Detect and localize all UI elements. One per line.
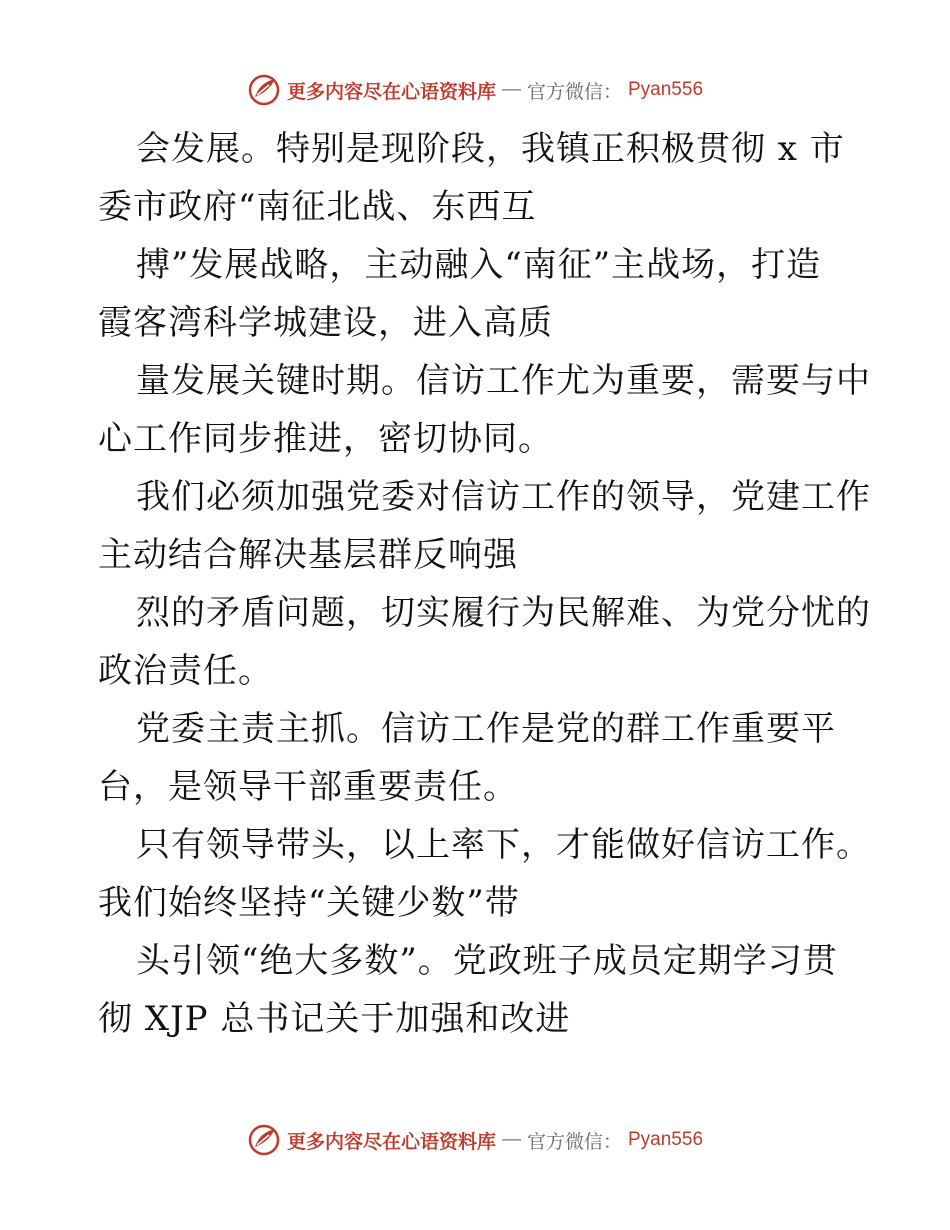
footer-banner [0, 1122, 950, 1158]
banner-title: 更多内容尽在心语资料库 [286, 1130, 496, 1153]
text-line: 搏”发展战略，主动融入“南征”主战场，打造 [136, 245, 822, 285]
banner-wechat-id: Pyan556 [628, 79, 704, 100]
banner-wechat-id: Pyan556 [628, 1129, 704, 1150]
text-line: 头引领“绝大多数”。党政班子成员定期学习贯 [136, 941, 838, 981]
text-line: 彻 XJP 总书记关于加强和改进 [98, 999, 571, 1039]
text-line: 我们始终坚持“关键少数”带 [98, 883, 520, 923]
text-line: 我们必须加强党委对信访工作的领导，党建工作 [136, 477, 871, 517]
text-line: 量发展关键时期。信访工作尤为重要，需要与中 [136, 361, 871, 401]
banner-wechat-label: 官方微信： [526, 80, 622, 103]
text-line: 会发展。特别是现阶段，我镇正积极贯彻 x 市 [136, 129, 845, 169]
text-line: 台，是领导干部重要责任。 [98, 767, 518, 807]
text-line: 霞客湾科学城建设，进入高质 [98, 303, 553, 343]
text-line: 只有领导带头，以上率下，才能做好信访工作。 [136, 825, 871, 865]
banner-title: 更多内容尽在心语资料库 [286, 80, 496, 103]
text-line: 主动结合解决基层群反响强 [98, 535, 518, 575]
text-line: 委市政府“南征北战、东西互 [98, 187, 537, 227]
text-line: 党委主责主抓。信访工作是党的群工作重要平 [136, 709, 836, 749]
banner-wechat-label: 官方微信： [526, 1130, 622, 1153]
leaf-pen-logo-icon [247, 73, 281, 107]
banner-dash: — [501, 1129, 521, 1150]
text-line: 心工作同步推进，密切协同。 [98, 419, 553, 459]
leaf-pen-logo-icon [247, 1123, 281, 1157]
header-banner [0, 72, 950, 108]
text-line: 政治责任。 [98, 651, 273, 691]
text-line: 烈的矛盾问题，切实履行为民解难、为党分忧的 [136, 593, 871, 633]
banner-dash: — [501, 79, 521, 100]
document-body [98, 120, 871, 1048]
